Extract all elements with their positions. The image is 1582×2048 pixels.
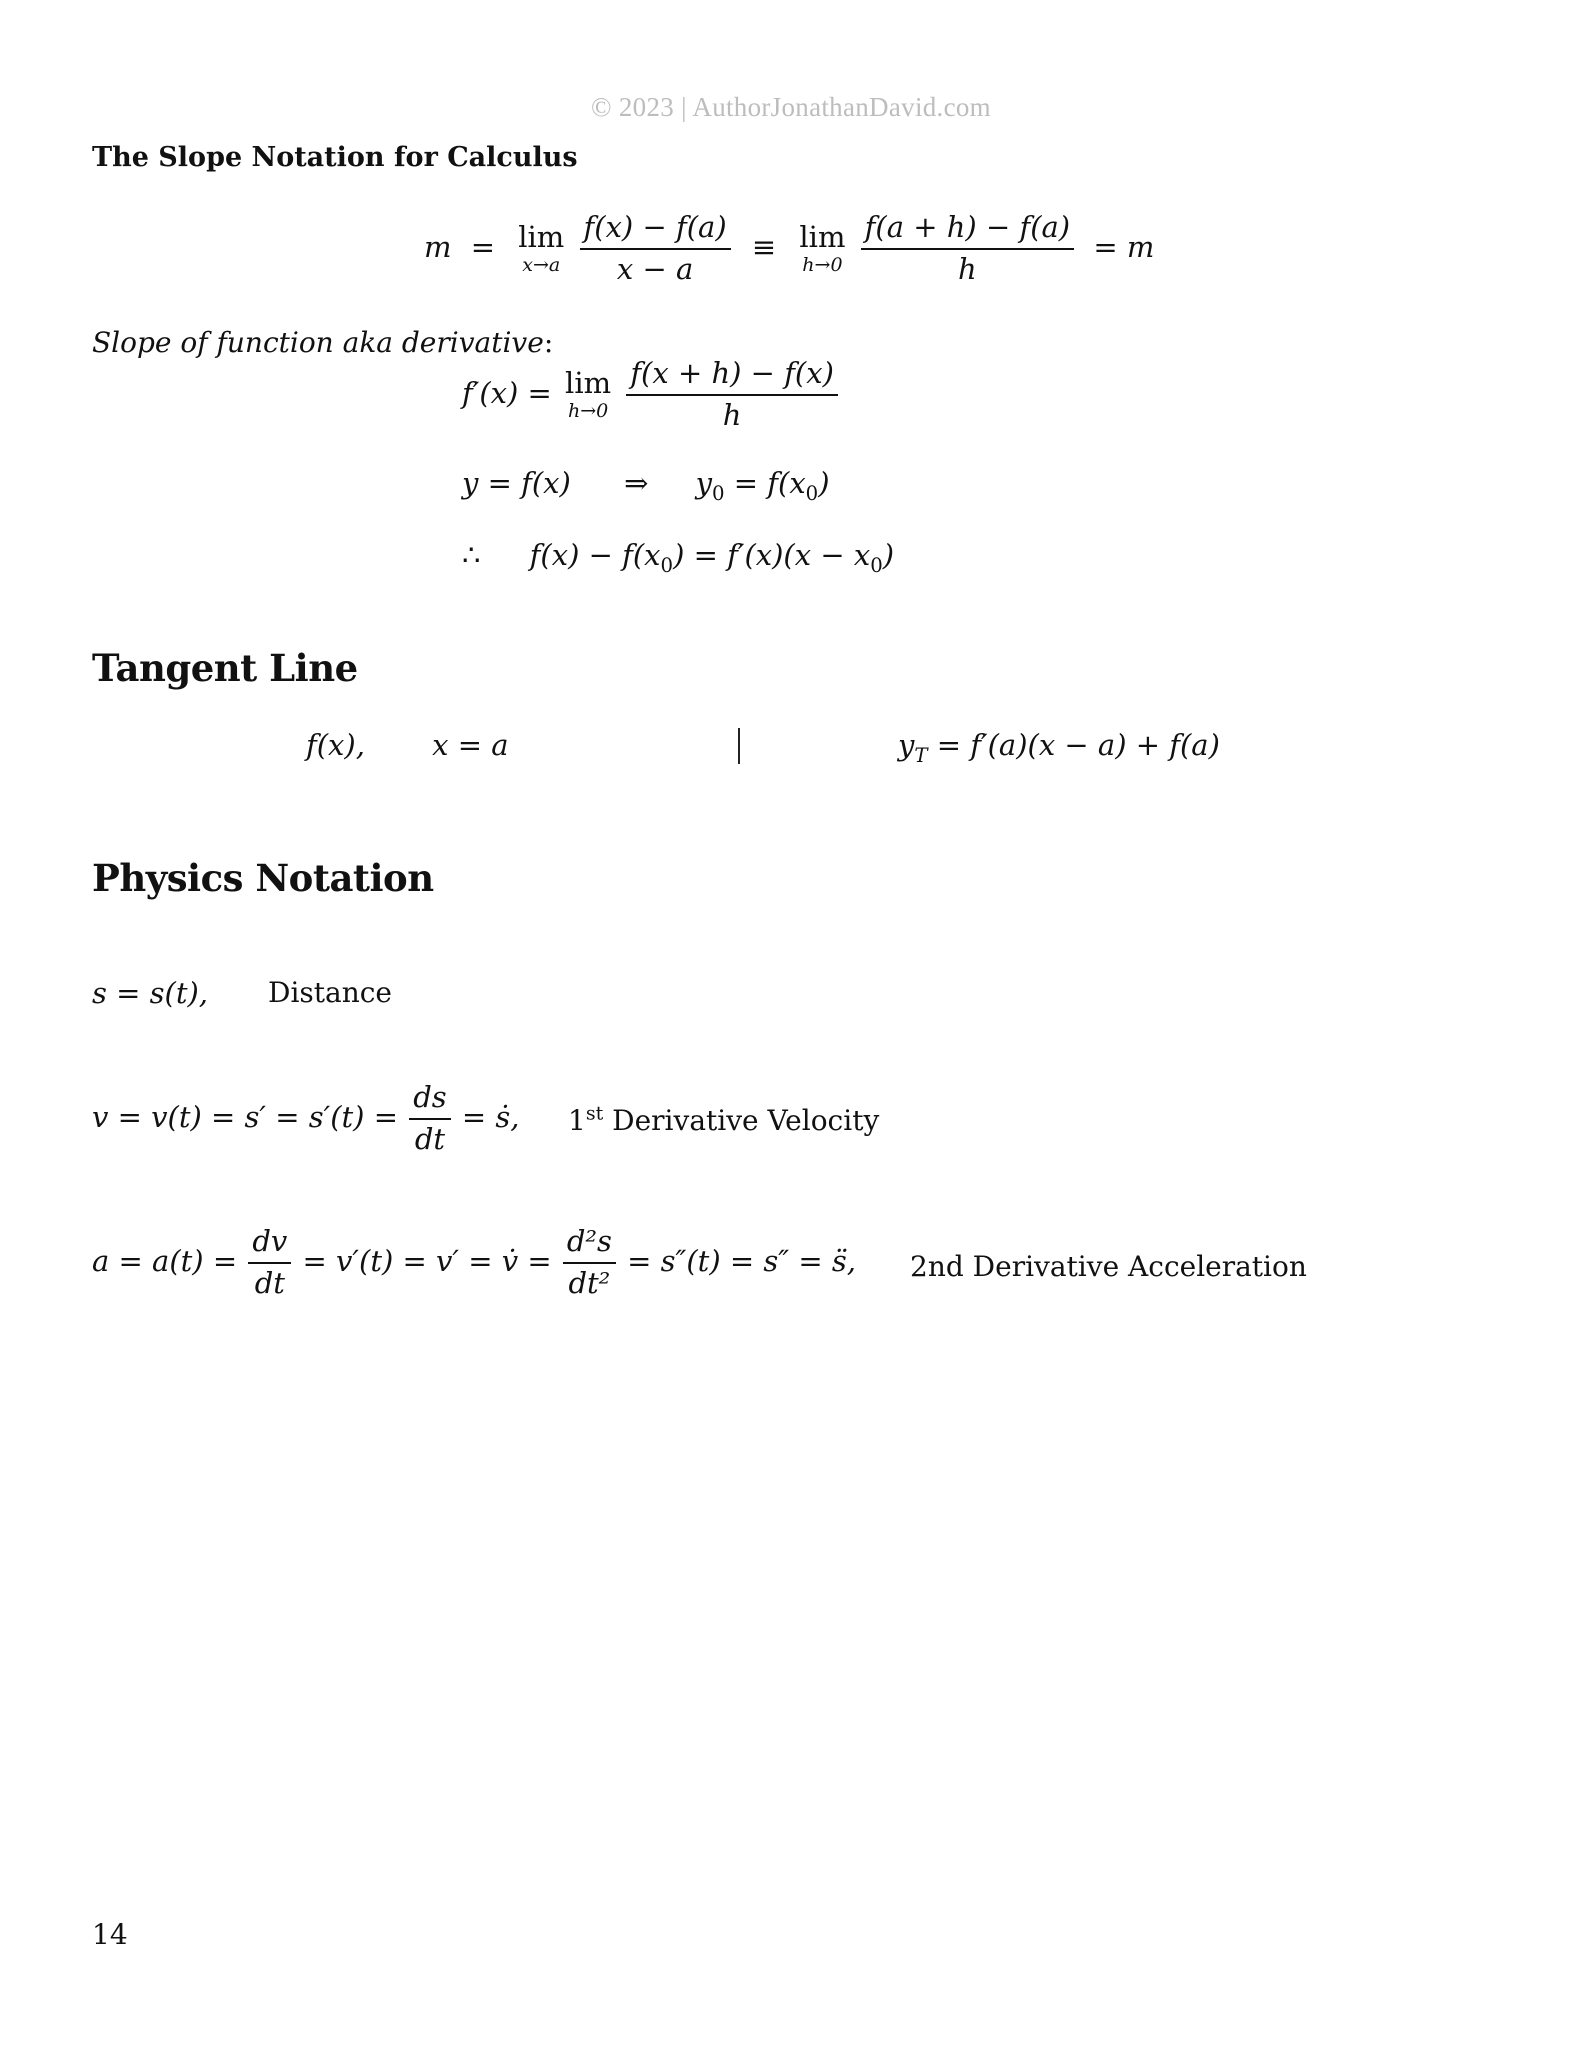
acceleration-equation: [92, 1226, 856, 1300]
therefore-part-b: ) = f′(x)(x − x: [673, 538, 871, 572]
slope-formula: [424, 212, 1154, 286]
fraction-denominator: h: [958, 251, 977, 286]
therefore-line: [462, 538, 895, 577]
limit-h-to-0: [799, 219, 846, 276]
fraction-numerator: dv: [248, 1226, 291, 1264]
subscript: 0: [805, 481, 819, 505]
slope-notation-title: The Slope Notation for Calculus: [92, 142, 578, 173]
tangent-function: f(x),: [306, 728, 365, 762]
ordinal-number: 1: [568, 1104, 586, 1137]
distance-equation: s = s(t),: [92, 976, 208, 1010]
velocity-eq-part-b: = ṡ,: [461, 1099, 520, 1134]
implication-right: [695, 466, 830, 505]
implies-arrow: ⇒: [624, 466, 649, 500]
implication-left: y = f(x): [462, 466, 571, 500]
implication-right-end: ): [818, 466, 830, 500]
acceleration-eq-part-c: = s″(t) = s″ = s̈,: [627, 1243, 856, 1278]
fraction-numerator: f(a + h) − f(a): [861, 212, 1074, 250]
tangent-point: x = a: [432, 728, 509, 762]
fraction-denominator: dt²: [568, 1265, 611, 1300]
fraction-numerator: d²s: [563, 1226, 616, 1264]
d2s-dt2-fraction: [563, 1226, 616, 1300]
slope-tail: = m: [1093, 229, 1155, 264]
limit-word: lim: [799, 219, 846, 254]
subscript: 0: [660, 553, 674, 577]
therefore-symbol: ∴: [462, 538, 481, 572]
page-header: © 2023 | AuthorJonathanDavid.com: [591, 92, 991, 122]
therefore-part-a: f(x) − f(x: [529, 538, 661, 572]
slope-m: m: [424, 229, 452, 264]
therefore-part-c: ): [882, 538, 895, 572]
velocity-label-text: Derivative Velocity: [603, 1104, 880, 1137]
tangent-equation: = f′(a)(x − a) + f(a): [927, 728, 1220, 762]
derivative-formula: [462, 358, 840, 432]
limit-subscript: x→a: [522, 253, 561, 276]
fraction-numerator: ds: [409, 1082, 450, 1120]
ordinal-suffix: st: [585, 1102, 604, 1125]
derivative-label-text: Slope of function aka derivative: [92, 326, 544, 359]
velocity-eq-part-a: v = v(t) = s′ = s′(t) =: [92, 1099, 398, 1134]
derivative-label-colon: :: [543, 326, 554, 359]
tangent-left-expr: [306, 728, 509, 762]
limit-h-to-0: [565, 365, 612, 422]
implication-right-mid: = f(x: [724, 466, 806, 500]
derivative-fraction: [626, 358, 838, 432]
dv-dt-fraction: [248, 1226, 291, 1300]
fraction-numerator: f(x) − f(a): [580, 212, 731, 250]
limit-x-to-a: [518, 219, 565, 276]
equals-sign: =: [470, 229, 496, 264]
acceleration-eq-part-b: = v′(t) = v′ = v̇ =: [302, 1243, 552, 1278]
fraction-denominator: h: [722, 397, 742, 432]
subscript: 0: [711, 481, 725, 505]
fraction-denominator: dt: [414, 1121, 446, 1156]
physics-notation-title: Physics Notation: [92, 856, 434, 900]
derivative-label: [92, 326, 553, 359]
fraction-numerator: f(x + h) − f(x): [626, 358, 838, 396]
tangent-right-expr: [898, 728, 1220, 767]
tangent-y: y: [898, 728, 915, 762]
distance-label: Distance: [268, 976, 393, 1009]
tangent-divider: [738, 728, 740, 764]
acceleration-eq-part-a: a = a(t) =: [92, 1243, 238, 1278]
tangent-line-title: Tangent Line: [92, 646, 358, 690]
fraction-denominator: dt: [254, 1265, 285, 1300]
subscript: 0: [870, 553, 883, 577]
limit-word: lim: [518, 219, 565, 254]
implication-right-y: y: [695, 466, 712, 500]
velocity-label: [568, 1104, 879, 1137]
limit-subscript: h→0: [567, 399, 609, 422]
derivative-lhs: f′(x) =: [462, 375, 552, 410]
limit-subscript: h→0: [802, 253, 843, 276]
h-difference-quotient-fraction: [861, 212, 1074, 286]
limit-word: lim: [565, 365, 612, 400]
implication-line: [462, 466, 830, 505]
fraction-denominator: x − a: [616, 251, 694, 286]
velocity-equation: [92, 1082, 520, 1156]
ds-dt-fraction: [409, 1082, 450, 1156]
subscript: T: [914, 743, 928, 767]
page-number: 14: [92, 1918, 128, 1951]
equivalence-sign: ≡: [751, 229, 777, 264]
acceleration-label: 2nd Derivative Acceleration: [910, 1250, 1307, 1283]
difference-quotient-fraction: [580, 212, 731, 286]
